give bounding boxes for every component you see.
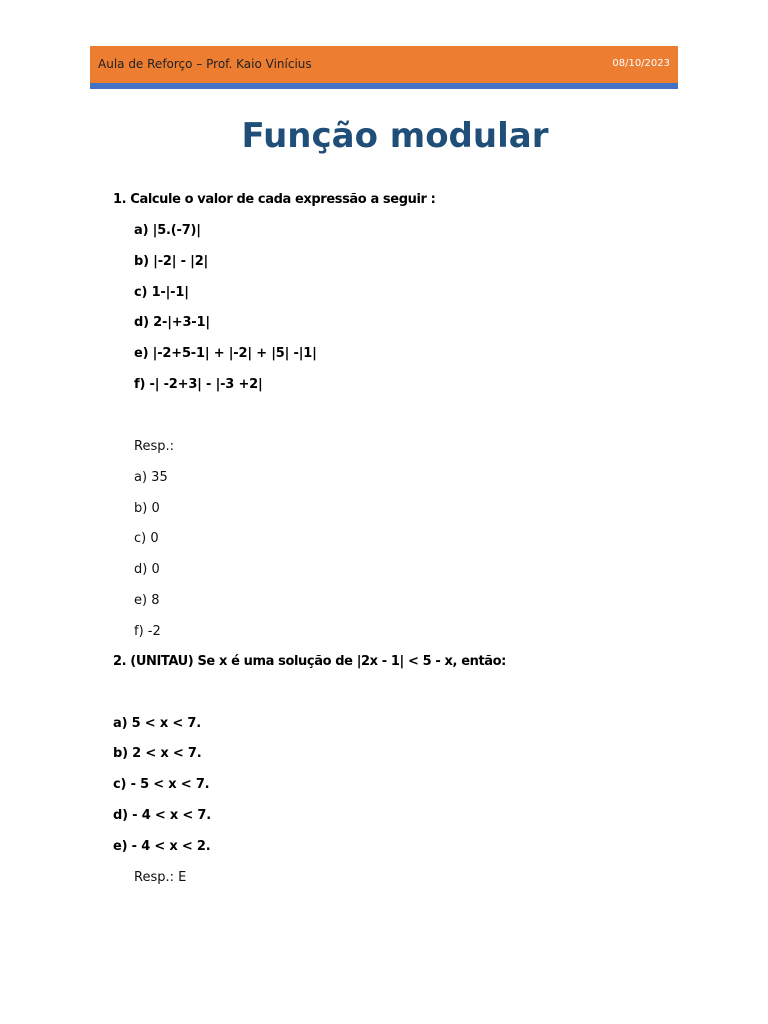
question-2-option-b: b) 2 < x < 7. [113,746,202,761]
question-2-answer: Resp.: E [134,870,187,885]
header-title: Aula de Reforço – Prof. Kaio Vinícius [98,57,312,71]
header-date: 08/10/2023 [612,58,670,69]
page-title: Função modular [241,116,549,156]
question-1-answer-f: f) -2 [134,624,161,639]
question-1-answer-c: c) 0 [134,531,159,546]
question-2-option-d: d) - 4 < x < 7. [113,808,211,823]
question-1-prompt: 1. Calcule o valor de cada expressão a seguir : [113,192,436,207]
question-1-item-a: a) |5.(-7)| [134,223,201,238]
question-1-answer-b: b) 0 [134,501,160,516]
question-1-answer-a: a) 35 [134,470,168,485]
question-1-answer-e: e) 8 [134,593,160,608]
page-header [90,46,678,83]
question-2-option-a: a) 5 < x < 7. [113,716,201,731]
question-2-option-c: c) - 5 < x < 7. [113,777,210,792]
question-2-prompt: 2. (UNITAU) Se x é uma solução de |2x - 1| < 5 - x, então: [113,654,506,669]
question-1-item-d: d) 2-|+3-1| [134,315,210,330]
question-1-item-c: c) 1-|-1| [134,285,189,300]
question-1-item-b: b) |-2| - |2| [134,254,209,269]
question-2-option-e: e) - 4 < x < 2. [113,839,211,854]
question-1-item-e: e) |-2+5-1| + |-2| + |5| -|1| [134,346,317,361]
question-1-answer-d: d) 0 [134,562,160,577]
question-1-item-f: f) -| -2+3| - |-3 +2| [134,377,263,392]
header-rule [90,83,678,89]
question-1-answer-label: Resp.: [134,439,174,454]
